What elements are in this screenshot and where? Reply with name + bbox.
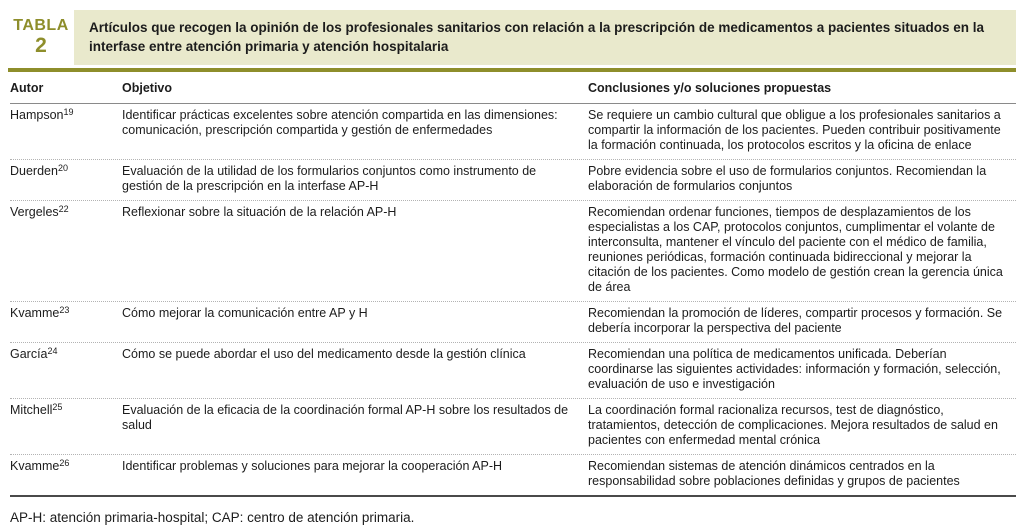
table-label-word: TABLA: [13, 17, 69, 35]
table-label-number: 2: [35, 33, 47, 57]
table-number-label: [8, 10, 74, 65]
author-name: Vergeles: [10, 205, 59, 219]
table-body: [10, 104, 1016, 497]
author-name: Duerden: [10, 164, 58, 178]
table-row: [10, 104, 1016, 159]
objective-cell: Reflexionar sobre la situación de la relación AP-H: [122, 205, 397, 219]
objective-cell: Identificar prácticas excelentes sobre atención compartida en las dimensiones: comunicación, prescripción compartida y gestión de enfermedades: [122, 108, 558, 137]
column-header-author: Autor: [10, 81, 44, 95]
table-header-band: [8, 10, 1016, 65]
objective-cell: Cómo mejorar la comunicación entre AP y H: [122, 306, 368, 320]
table-row: [10, 454, 1016, 495]
table-row: [10, 301, 1016, 342]
author-name: Mitchell: [10, 403, 53, 417]
column-header-objective: Objetivo: [122, 81, 173, 95]
table-row: [10, 398, 1016, 454]
author-ref: 25: [52, 402, 63, 412]
column-header-conclusions: Conclusiones y/o soluciones propuestas: [588, 81, 832, 95]
author-cell: [10, 306, 122, 336]
conclusions-cell: Recomiendan una política de medicamentos unificada. Deberían coordinarse las siguientes actividades: información y formación, selección, evaluación de uso e investigación: [588, 347, 1001, 391]
table-column-headers: [10, 72, 1016, 104]
author-ref: 23: [59, 305, 70, 315]
author-name: Kvamme: [10, 306, 60, 320]
table-row: [10, 159, 1016, 200]
conclusions-cell: Recomiendan la promoción de líderes, compartir procesos y formación. Se debería incorporar la perspectiva del paciente: [588, 306, 1003, 335]
objective-cell: Cómo se puede abordar el uso del medicamento desde la gestión clínica: [122, 347, 526, 361]
author-cell: [10, 164, 122, 194]
author-name: Kvamme: [10, 459, 60, 473]
author-cell: [10, 403, 122, 448]
author-cell: [10, 347, 122, 392]
author-ref: 22: [58, 204, 69, 214]
author-ref: 24: [47, 346, 58, 356]
conclusions-cell: Recomiendan sistemas de atención dinámicos centrados en la responsabilidad sobre poblaciones definidas y grupos de pacientes: [588, 459, 960, 488]
conclusions-cell: Recomiendan ordenar funciones, tiempos de desplazamientos de los especialistas a los CAP, protocolos conjuntos, cumplimentar el volante de interconsulta, mantener el vínculo del paciente con el médico de familia, reuniones periódicas, formación continuada bidireccional y mejorar la citación de los pacientes. Como modelo de gestión crean la gerencia única de área: [588, 205, 1003, 294]
conclusions-cell: Se requiere un cambio cultural que obligue a los profesionales sanitarios a compartir la información de los pacientes. Pueden contribuir positivamente la formación continuada, los protocolos escritos y la oficina de enlace: [588, 108, 1001, 152]
author-cell: [10, 459, 122, 489]
conclusions-cell: La coordinación formal racionaliza recursos, test de diagnóstico, tratamientos, detección de complicaciones. Mejora resultados de salud en pacientes con enfermedad mental crónica: [588, 403, 998, 447]
table-title: Artículos que recogen la opinión de los profesionales sanitarios con relación a la prescripción de medicamentos a pacientes situados en la interfase entre atención primaria y atención hospitalaria: [74, 10, 1016, 65]
objective-cell: Identificar problemas y soluciones para mejorar la cooperación AP-H: [122, 459, 503, 473]
table-footnote: AP-H: atención primaria-hospital; CAP: centro de atención primaria.: [10, 510, 415, 525]
objective-cell: Evaluación de la utilidad de los formularios conjuntos como instrumento de gestión de la prescripción en la interfase AP-H: [122, 164, 537, 193]
data-table: [8, 72, 1016, 497]
table-row: [10, 200, 1016, 301]
table-row: [10, 342, 1016, 398]
author-cell: [10, 205, 122, 295]
author-name: Hampson: [10, 108, 64, 122]
author-ref: 20: [57, 163, 68, 173]
conclusions-cell: Pobre evidencia sobre el uso de formularios conjuntos. Recomiendan la elaboración de formularios conjuntos: [588, 164, 987, 193]
objective-cell: Evaluación de la eficacia de la coordinación formal AP-H sobre los resultados de salud: [122, 403, 569, 432]
author-ref: 26: [59, 458, 70, 468]
author-cell: [10, 108, 122, 153]
author-name: García: [10, 347, 48, 361]
author-ref: 19: [63, 107, 74, 117]
